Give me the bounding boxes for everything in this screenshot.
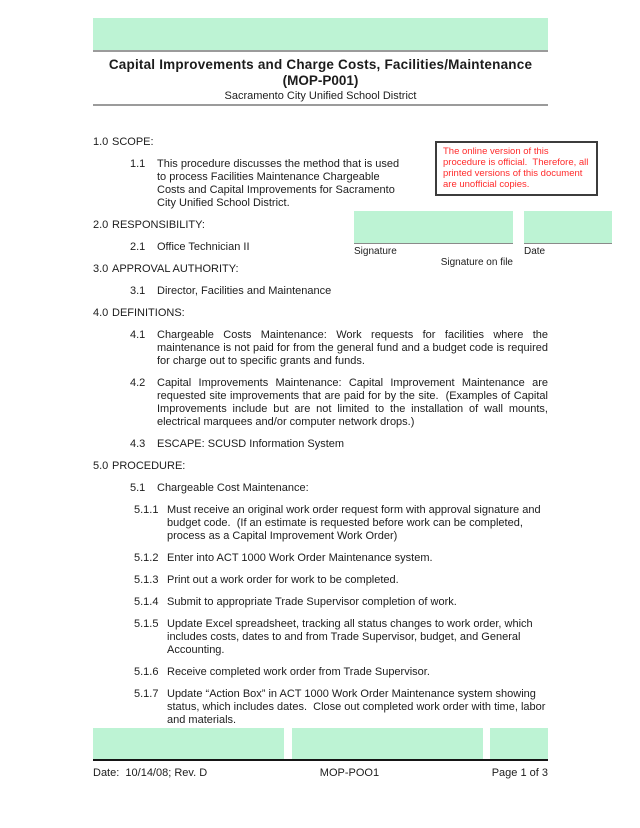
footer-rule: [93, 759, 548, 761]
outline-item-3.1: [93, 285, 548, 298]
outline-item-1.0: [93, 136, 548, 149]
outline-item-2.0: [93, 219, 548, 232]
outline-item-number: 5.1.6: [134, 666, 159, 678]
outline-item-5.1.4: [93, 596, 548, 609]
outline-item-1.1: [93, 158, 548, 210]
outline-item-text: SCOPE:: [112, 136, 154, 148]
footer-doc-id: MOP-POO1: [319, 767, 380, 779]
outline-item-5.1.2: [93, 552, 548, 565]
title-block: [93, 56, 548, 103]
outline-item-number: 1.0: [93, 136, 109, 148]
outline-item-number: 3.0: [93, 263, 109, 275]
outline-item-number: 3.1: [130, 285, 146, 297]
procedure-outline: [93, 136, 552, 736]
outline-item-text: Receive completed work order from Trade Supervisor.: [167, 666, 430, 678]
outline-item-3.0: [93, 263, 548, 276]
outline-item-text: This procedure discusses the method that is used to process Facilities Maintenance Chargeable Costs and Capital Improvements for Sacramento City Unified School District.: [157, 158, 403, 209]
date-label: Date: [524, 246, 546, 257]
outline-item-number: 4.0: [93, 307, 109, 319]
outline-item-text: Chargeable Cost Maintenance:: [157, 482, 309, 494]
outline-item-text: Update “Action Box” in ACT 1000 Work Order Maintenance system showing status, which includes dates. Close out completed work order with time, labor and materials.: [167, 688, 549, 726]
outline-item-4.3: [93, 438, 548, 451]
outline-item-5.0: [93, 460, 548, 473]
outline-item-number: 5.1.4: [134, 596, 159, 608]
outline-item-text: Enter into ACT 1000 Work Order Maintenance system.: [167, 552, 433, 564]
footer-highlight-right: [490, 728, 548, 759]
outline-item-4.0: [93, 307, 548, 320]
header-rule-bottom: [93, 104, 548, 106]
outline-item-text: Must receive an original work order request form with approval signature and budget code. (If an estimate is requested before work can be completed, process as a Capital Improvement Work Order): [167, 504, 544, 542]
outline-item-text: PROCEDURE:: [112, 460, 186, 472]
outline-item-number: 5.1: [130, 482, 146, 494]
outline-item-text: Print out a work order for work to be completed.: [167, 574, 399, 586]
signature-on-file-note: Signature on file: [440, 257, 513, 268]
outline-item-4.2: [93, 377, 552, 429]
header-highlight-bar: [93, 18, 548, 50]
outline-item-text: Submit to appropriate Trade Supervisor completion of work.: [167, 596, 457, 608]
outline-item-number: 4.3: [130, 438, 146, 450]
outline-item-5.1.7: [93, 688, 548, 727]
outline-item-number: 4.1: [130, 329, 146, 341]
outline-item-2.1: [93, 241, 548, 254]
document-code: (MOP-P001): [282, 73, 359, 88]
outline-item-5.1: [93, 482, 548, 495]
outline-item-text: Office Technician II: [157, 241, 250, 253]
header-rule-top: [93, 50, 548, 52]
outline-item-number: 5.0: [93, 460, 109, 472]
outline-item-number: 2.1: [130, 241, 146, 253]
outline-item-text: Director, Facilities and Maintenance: [157, 285, 332, 297]
footer-highlight-center: [292, 728, 483, 759]
outline-item-5.1.6: [93, 666, 548, 679]
outline-item-5.1.1: [93, 504, 548, 543]
outline-item-text: Capital Improvements Maintenance: Capital Improvement Maintenance are requested site improvements that are paid for by the site. (Examples of Capital Improvements include but are not limited to the installation of wall mounts, electrical marquees and/or computer network drops.): [157, 377, 552, 428]
outline-item-number: 5.1.1: [134, 504, 159, 516]
outline-item-5.1.3: [93, 574, 548, 587]
outline-item-number: 5.1.3: [134, 574, 159, 586]
outline-item-text: RESPONSIBILITY:: [112, 219, 205, 231]
district-name: Sacramento City Unified School District: [224, 90, 417, 102]
outline-item-number: 5.1.5: [134, 618, 159, 630]
official-notice-text: The online version of this procedure is official. Therefore, all printed versions of this document are unofficial copies.: [443, 146, 592, 190]
footer-highlight-left: [93, 728, 284, 759]
outline-item-4.1: [93, 329, 552, 368]
outline-item-text: DEFINITIONS:: [112, 307, 185, 319]
outline-item-number: 1.1: [130, 158, 146, 170]
document-title: Capital Improvements and Charge Costs, Facilities/Maintenance: [108, 57, 533, 72]
outline-item-number: 5.1.7: [134, 688, 159, 700]
outline-item-number: 5.1.2: [134, 552, 159, 564]
outline-item-text: ESCAPE: SCUSD Information System: [157, 438, 345, 450]
outline-item-number: 2.0: [93, 219, 109, 231]
outline-item-text: Chargeable Costs Maintenance: Work requests for facilities where the maintenance is not paid for from the general fund and a budget code is required for charge out to specific grants and funds.: [157, 329, 552, 367]
outline-item-number: 4.2: [130, 377, 146, 389]
signature-label: Signature: [354, 246, 397, 257]
outline-item-text: Update Excel spreadsheet, tracking all status changes to work order, which includes costs, dates to and from Trade Supervisor, budget, and General Accounting.: [167, 618, 536, 656]
footer-date-revision: Date: 10/14/08; Rev. D: [93, 767, 208, 779]
footer-page-number: Page 1 of 3: [491, 767, 548, 779]
outline-item-text: APPROVAL AUTHORITY:: [112, 263, 239, 275]
outline-item-5.1.5: [93, 618, 548, 657]
footer-row: [93, 766, 548, 780]
